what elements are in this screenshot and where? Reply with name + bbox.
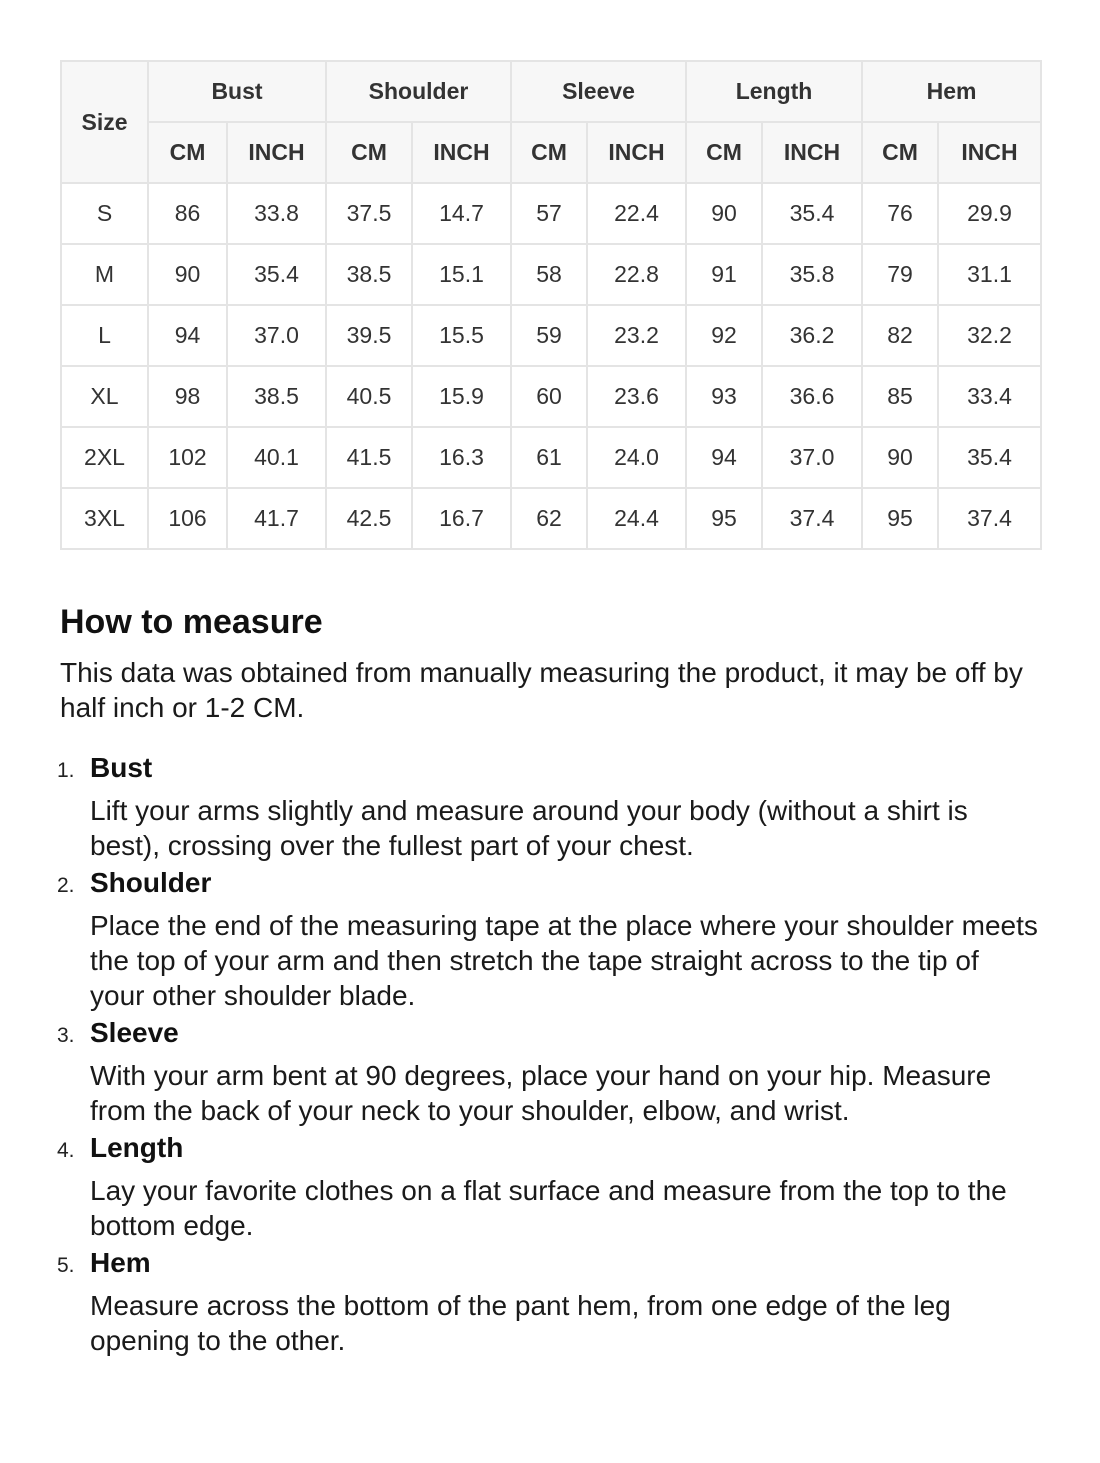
measurement-cell: 94 [148, 305, 227, 366]
size-label-cell: L [61, 305, 148, 366]
measurement-cell: 35.4 [938, 427, 1041, 488]
measurement-cell: 106 [148, 488, 227, 549]
step-number: 4. [57, 1139, 75, 1162]
unit-header-inch: INCH [587, 122, 686, 183]
measurement-cell: 16.7 [412, 488, 511, 549]
step-description: Lay your favorite clothes on a flat surface and measure from the top to the bottom edge. [90, 1175, 1007, 1241]
measurement-cell: 85 [862, 366, 938, 427]
measure-step-bust [57, 748, 1040, 863]
measurement-cell: 15.9 [412, 366, 511, 427]
sleeve-column-header: Sleeve [511, 61, 686, 122]
size-table [60, 60, 1042, 550]
measurement-cell: 40.1 [227, 427, 326, 488]
measurement-cell: 76 [862, 183, 938, 244]
step-title: Length [90, 1132, 184, 1163]
step-title: Bust [90, 752, 153, 783]
measurement-cell: 60 [511, 366, 587, 427]
shoulder-column-header: Shoulder [326, 61, 511, 122]
measurement-cell: 82 [862, 305, 938, 366]
size-chart [60, 60, 1040, 550]
measure-step-hem [57, 1243, 1040, 1358]
measure-step-shoulder [57, 863, 1040, 1013]
table-row [61, 183, 1041, 244]
table-row [61, 366, 1041, 427]
unit-header-cm: CM [862, 122, 938, 183]
measurement-cell: 91 [686, 244, 762, 305]
step-title: Sleeve [90, 1017, 179, 1048]
measurement-cell: 38.5 [326, 244, 412, 305]
step-description: Lift your arms slightly and measure around your body (without a shirt is best), crossing over the fullest part of your chest. [90, 795, 968, 861]
unit-header-inch: INCH [227, 122, 326, 183]
measurement-cell: 38.5 [227, 366, 326, 427]
measurement-cell: 37.4 [938, 488, 1041, 549]
measurement-cell: 14.7 [412, 183, 511, 244]
how-to-measure-heading: How to measure [60, 603, 323, 641]
measurement-cell: 42.5 [326, 488, 412, 549]
measurement-cell: 35.4 [227, 244, 326, 305]
measurement-cell: 41.7 [227, 488, 326, 549]
measurement-cell: 61 [511, 427, 587, 488]
table-row [61, 244, 1041, 305]
measure-step-sleeve [57, 1013, 1040, 1128]
measurement-cell: 22.4 [587, 183, 686, 244]
bust-column-header: Bust [148, 61, 326, 122]
measurement-cell: 79 [862, 244, 938, 305]
measurement-cell: 40.5 [326, 366, 412, 427]
measurement-cell: 98 [148, 366, 227, 427]
unit-header-cm: CM [148, 122, 227, 183]
measurement-cell: 62 [511, 488, 587, 549]
measurement-cell: 94 [686, 427, 762, 488]
unit-header-cm: CM [511, 122, 587, 183]
measurement-cell: 32.2 [938, 305, 1041, 366]
measurement-cell: 41.5 [326, 427, 412, 488]
measurement-cell: 39.5 [326, 305, 412, 366]
unit-header-cm: CM [686, 122, 762, 183]
size-label-cell: 3XL [61, 488, 148, 549]
measurement-cell: 58 [511, 244, 587, 305]
unit-header-inch: INCH [762, 122, 862, 183]
step-description: Measure across the bottom of the pant hem, from one edge of the leg opening to the other. [90, 1290, 951, 1356]
measurement-cell: 37.5 [326, 183, 412, 244]
measurement-cell: 59 [511, 305, 587, 366]
measurement-cell: 33.8 [227, 183, 326, 244]
size-label-cell: S [61, 183, 148, 244]
size-table-body [61, 183, 1041, 549]
measurement-cell: 23.2 [587, 305, 686, 366]
measurement-cell: 86 [148, 183, 227, 244]
measurement-cell: 35.8 [762, 244, 862, 305]
measurement-cell: 24.4 [587, 488, 686, 549]
measurement-cell: 15.1 [412, 244, 511, 305]
measurement-cell: 31.1 [938, 244, 1041, 305]
step-number: 3. [57, 1024, 75, 1047]
step-title: Shoulder [90, 867, 212, 898]
length-column-header: Length [686, 61, 862, 122]
unit-header-cm: CM [326, 122, 412, 183]
measurement-cell: 92 [686, 305, 762, 366]
size-label-cell: M [61, 244, 148, 305]
measurement-cell: 22.8 [587, 244, 686, 305]
measurement-cell: 24.0 [587, 427, 686, 488]
table-row [61, 427, 1041, 488]
measurement-cell: 90 [148, 244, 227, 305]
measure-intro-text: This data was obtained from manually measuring the product, it may be off by half inch or 1-2 CM. [60, 657, 1023, 723]
measurement-cell: 37.4 [762, 488, 862, 549]
measurement-cell: 36.2 [762, 305, 862, 366]
table-header-row-units [61, 122, 1041, 183]
measurement-cell: 23.6 [587, 366, 686, 427]
measurement-cell: 15.5 [412, 305, 511, 366]
measurement-cell: 95 [862, 488, 938, 549]
measurement-cell: 93 [686, 366, 762, 427]
measure-steps-list [57, 748, 1040, 1358]
step-number: 5. [57, 1254, 75, 1277]
measurement-cell: 33.4 [938, 366, 1041, 427]
step-description: With your arm bent at 90 degrees, place your hand on your hip. Measure from the back of your neck to your shoulder, elbow, and wrist. [90, 1060, 992, 1126]
step-number: 2. [57, 874, 75, 897]
measurement-cell: 29.9 [938, 183, 1041, 244]
measurement-cell: 36.6 [762, 366, 862, 427]
size-column-header: Size [61, 61, 148, 183]
measurement-cell: 90 [862, 427, 938, 488]
measurement-cell: 37.0 [227, 305, 326, 366]
table-row [61, 305, 1041, 366]
measurement-cell: 16.3 [412, 427, 511, 488]
measurement-cell: 102 [148, 427, 227, 488]
measurement-cell: 90 [686, 183, 762, 244]
measurement-cell: 57 [511, 183, 587, 244]
size-label-cell: XL [61, 366, 148, 427]
measure-step-length [57, 1128, 1040, 1243]
unit-header-inch: INCH [412, 122, 511, 183]
measurement-cell: 35.4 [762, 183, 862, 244]
table-header-row-groups [61, 61, 1041, 122]
step-number: 1. [57, 759, 75, 782]
measurement-cell: 37.0 [762, 427, 862, 488]
size-label-cell: 2XL [61, 427, 148, 488]
unit-header-inch: INCH [938, 122, 1041, 183]
step-title: Hem [90, 1247, 151, 1278]
hem-column-header: Hem [862, 61, 1041, 122]
measurement-cell: 95 [686, 488, 762, 549]
table-row [61, 488, 1041, 549]
step-description: Place the end of the measuring tape at the place where your shoulder meets the top of your arm and then stretch the tape straight across to the tip of your other shoulder blade. [90, 910, 1038, 1011]
